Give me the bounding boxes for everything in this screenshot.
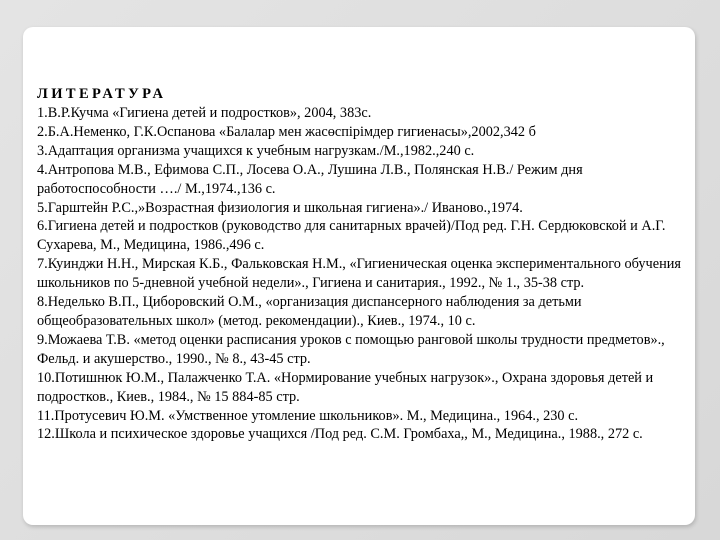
reference-item-10: 10.Потишнюк Ю.М., Палажченко Т.А. «Нормирование учебных нагрузок».​, Охрана здоровья детей и подростков., Киев., 1984., № 15 884-85 стр. bbox=[37, 369, 654, 405]
reference-item-8: 8.Неделько В.П., Циборовский О.М., «организация диспансерного наблюдения за детьми общеобразовательных школ» (метод. рекомендации)., Киев., 1974., 10 с. bbox=[37, 294, 582, 329]
reference-item-2: 2.Б.А.Неменко, Г.К.Оспанова «Балалар мен жасөспірімдер гигиенасы»,2002,342 б bbox=[37, 123, 536, 140]
reference-item-5: 5.Гарштейн Р.С.,»Возрастная физиология и школьная гигиена».​/ Иваново.,1974. bbox=[37, 199, 523, 216]
reference-item-1: 1.В.Р.Кучма «Гигиена детей и подростков», 2004, 383с. bbox=[37, 105, 372, 121]
slide-panel bbox=[23, 27, 695, 525]
reference-item-9: 9.Можаева Т.В. «метод оценки расписания уроков с помощью ранговой школы трудности предметов».​, Фельд. и акушерство., 1990., № 8., 43-45 стр. bbox=[37, 331, 665, 367]
references-section bbox=[37, 85, 689, 444]
reference-item-6: 6.Гигиена детей и подростков (руководство для санитарных врачей)/Под ред. Г.Н. Сердюковской и А.Г. Сухарева, М., Медицина, 1986.,496 с. bbox=[37, 218, 666, 254]
reference-item-12: 12.Школа и психическое здоровье учащихся /Под ред. С.М. Громбаха,, М., Медицина., 1988., 272 с. bbox=[37, 426, 643, 443]
reference-item-4: 4.Антропова М.В., Ефимова С.П., Лосева О.А., Лушина Л.В., Полянская Н.В./ Режим дня работоспособности ….​/ М.,1974.,136 с. bbox=[37, 161, 583, 197]
page-title: ЛИТЕРАТУРА bbox=[37, 86, 167, 102]
reference-item-3: 3.Адаптация организма учащихся к учебным нагрузкам./М.,1982.,240 с. bbox=[37, 142, 475, 159]
reference-item-7: 7.Куинджи Н.Н., Мирская К.Б., Фальковская Н.М., «Гигиеническая оценка экспериментального обучения школьников по 5-дневной учебной недели».​, Гигиена и санитария., 1992., № 1., 35-38 стр. bbox=[37, 256, 681, 292]
reference-item-11: 11.Протусевич Ю.М. «Умственное утомление школьников». М., Медицина., 1964., 230 с. bbox=[37, 407, 579, 424]
